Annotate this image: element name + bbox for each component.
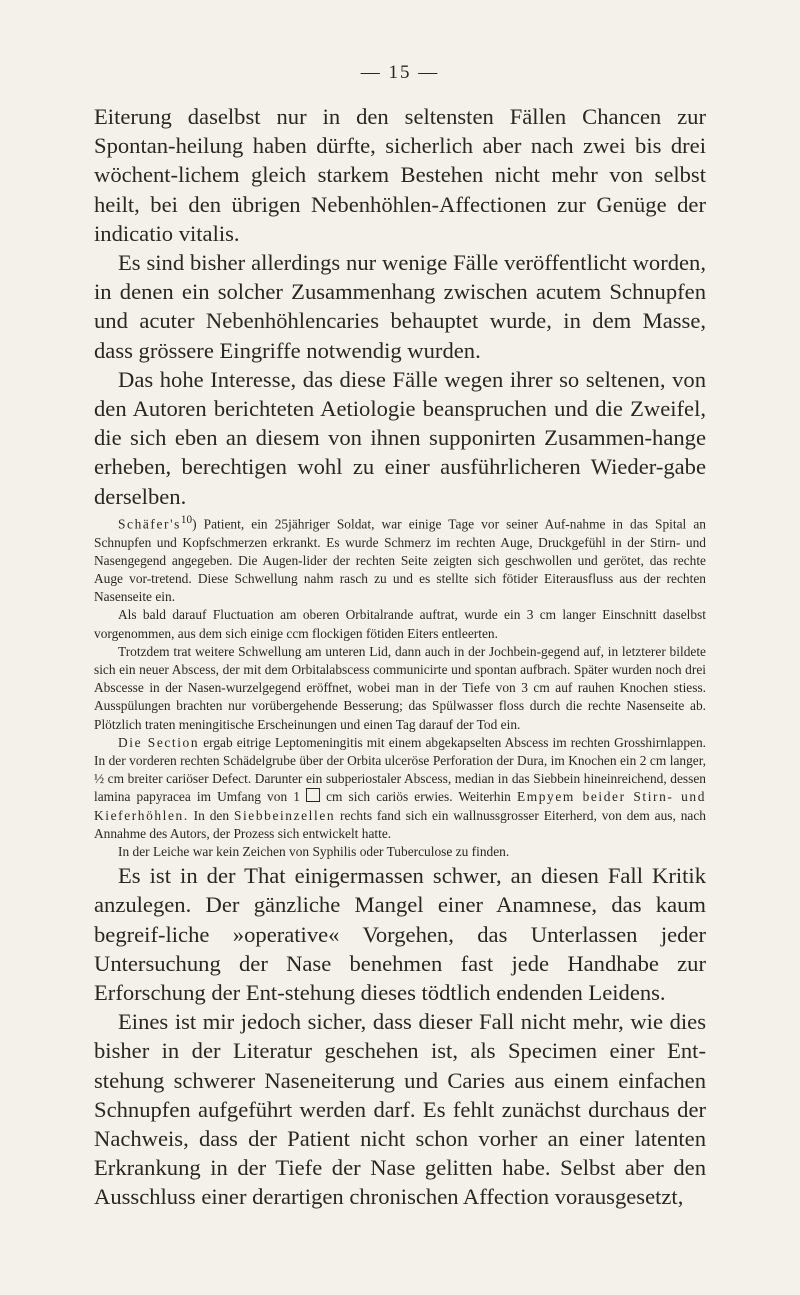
paragraph-3: Das hohe Interesse, das diese Fälle wegen ihrer so seltenen, von den Autoren berichteten Aetiologie beanspruchen und die Zweifel, die sich eben an diesem von ihnen supponirten Zusammen-hange erheben, berechtigen wohl zu einer ausführlicheren Wieder-gabe derselben. <box>94 366 706 509</box>
page-number: — 15 — <box>360 62 440 83</box>
case-report-text: ) Patient, ein 25jähriger Soldat, war einige Tage vor seiner Auf-nahme in das Spital an Schnupfen und Kopfschmerzen erkrankt. Es wurde Schmerz im rechten Auge, Druckgefühl in der Stirn- und Nasengegend angegeben. Die Augen-lider der rechten Seite zeigten sich geschwollen und gerötet, das rechte Auge vor-tretend. Diese Schwellung nahm rasch zu und es stellte sich fötider Eiterausfluss aus der rechten Nasenseite ein. <box>94 516 706 605</box>
paragraph-1: Eiterung daselbst nur in den seltensten Fällen Chancen zur Spontan-heilung haben dürfte, sicherlich aber nach zwei bis drei wöchent-lichem gleich starkem Bestehen nicht mehr von selbst heilt, bei den übrigen Nebenhöhlen-Affectionen zur Genüge der indicatio vitalis. <box>94 104 706 246</box>
paragraph-section <box>94 734 706 843</box>
body-text <box>94 102 706 1212</box>
footnote-reference: 10 <box>180 513 193 526</box>
paragraph-critique: Es ist in der That einigermassen schwer, an diesen Fall Kritik anzulegen. Der gänzliche Mangel einer Anamnese, das kaum begreif-liche »operative« Vorgehen, das Unterlassen jeder Untersuchung der Nase benehmen fast jede Handhabe zur Erforschung der Ent-stehung dieses tödtlich endenden Leidens. <box>94 863 706 1005</box>
empyem-term: Empyem beider Stirn- und Kieferhöhlen. <box>94 789 706 823</box>
paragraph-corpse: In der Leiche war kein Zeichen von Syphilis oder Tuberculose zu finden. <box>118 843 510 859</box>
paragraph-case-report <box>94 511 706 606</box>
square-unit-icon <box>306 788 320 802</box>
section-text-d: rechts fand sich ein wallnussgrosser Eiterherd, von dem aus, nach Annahme des Autors, der Prozess sich entwickelt hatte. <box>94 807 706 841</box>
paragraph-fluctuation: Als bald darauf Fluctuation am oberen Orbitalrande auftrat, wurde ein 3 cm langer Einschnitt daselbst vorgenommen, aus dem sich einige ccm flockigen fötiden Eiters entleerten. <box>94 607 706 641</box>
paragraph-2: Es sind bisher allerdings nur wenige Fälle veröffentlicht worden, in denen ein solcher Zusammenhang zwischen acutem Schnupfen und acuter Nebenhöhlencaries behauptet wurde, in dem Masse, dass grössere Eingriffe notwendig wurden. <box>94 250 706 363</box>
author-name: Schäfer's <box>118 516 181 532</box>
section-text-c: In den <box>188 807 234 823</box>
section-text-a: ergab eitrige Leptomeningitis mit einem abgekapselten Abscess im rechten Grosshirnlappen. In der vorderen rechten Schädelgrube über der Orbita ulceröse Perforation der Dura, im Knochen ein 2 cm langer, ½ cm breiter cariöser Defect. Darunter ein subperiostaler Abscess, median in das Siebbein hineinreichend, dessen lamina papyracea im Umfang von 1 <box>94 734 707 805</box>
paragraph-swelling: Trotzdem trat weitere Schwellung am unteren Lid, dann auch in der Jochbein-gegend auf, in letzterer bildete sich ein neuer Abscess, der mit dem Orbitalabscess communicirte und spontan aufbrach. Später wurden noch drei Abscesse in der Nasen-wurzelgegend eröffnet, wobei man in der Tiefe von 3 cm auf rauhen Knochen stiess. Ausspülungen brachten nur vorübergehende Besserung; das Spülwasser floss durch die rechte Nasenseite ab. Plötzlich traten meningitische Erscheinungen und einen Tag darauf der Tod ein. <box>94 643 706 732</box>
section-term: Die Section <box>118 734 200 750</box>
siebbein-term: Siebbeinzellen <box>233 807 336 823</box>
section-text-b: cm sich cariös erwies. Weiterhin <box>320 789 517 805</box>
paragraph-conclusion: Eines ist mir jedoch sicher, dass dieser Fall nicht mehr, wie dies bisher in der Literatur geschehen ist, als Specimen einer Ent-stehung schwerer Naseneiterung und Caries aus einem einfachen Schnupfen aufgeführt werden darf. Es fehlt zunächst durchaus der Nachweis, dass der Patient nicht schon vorher an einer latenten Erkrankung in der Tiefe der Nase gelitten habe. Selbst aber den Ausschluss einer derartigen chronischen Affection vorausgesetzt, <box>94 1009 706 1210</box>
